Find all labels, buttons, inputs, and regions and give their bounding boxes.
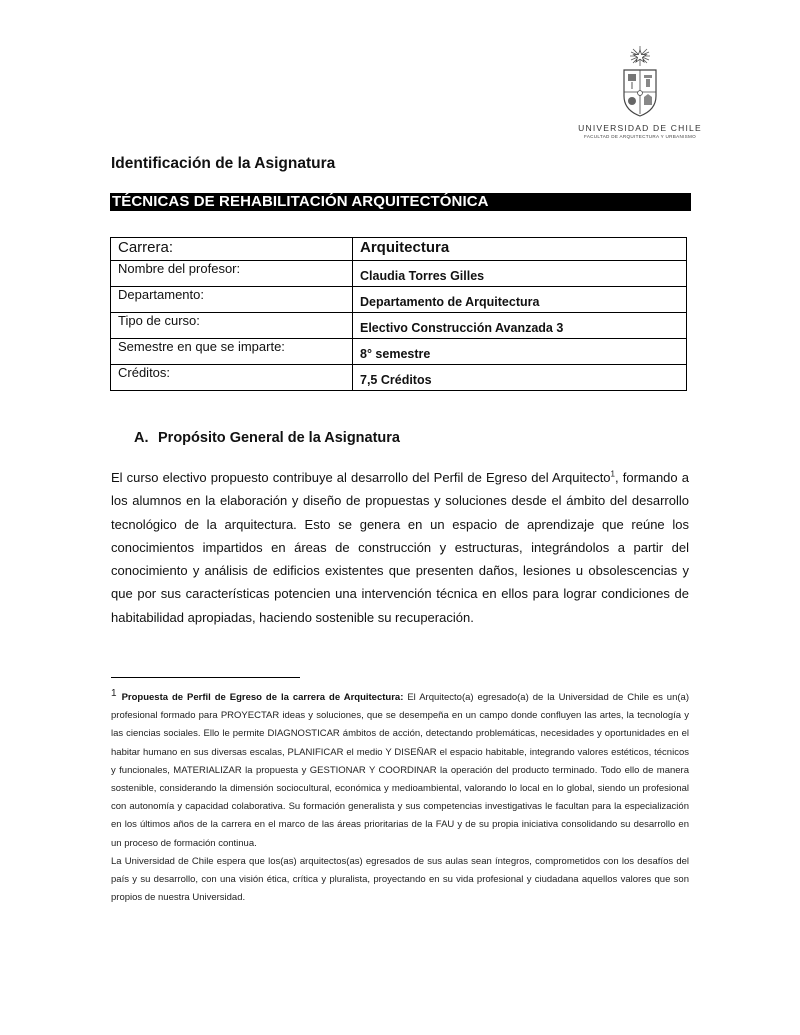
table-row [111, 261, 687, 287]
paragraph-text-continued: , formando a los alumnos en la elaboración y diseño de propuestas y soluciones desde el ámbito del desarrollo tecnológico de la arquitectura. Esto se genera en un espacio de aprendizaje que reúne los conocimientos impartidos en áreas de construcción y estructuras, integrándolos a partir del conocimiento y análisis de edificios existentes que presenten daños, lesiones u obsolescencias y que por sus características potencien una intervención técnica en ellos para lograr condiciones de habitabilidad apropiadas, haciendo sostenible su recuperación. [111, 470, 689, 625]
footnote-paragraph-2: La Universidad de Chile espera que los(as) arquitectos(as) egresados de sus aulas sean íntegros, comprometidos con los desafíos del país y su desarrollo, con una visión ética, crítica y pluralista, proyectando en su vida profesional y ciudadana aquellos valores que son propios de nuestra Universidad. [111, 855, 689, 904]
row-label: Departamento: [111, 287, 353, 313]
row-value: Claudia Torres Gilles [353, 261, 687, 287]
section-a-title: Propósito General de la Asignatura [158, 430, 400, 446]
table-row [111, 313, 687, 339]
footnote-lead: Propuesta de Perfil de Egreso de la carrera de Arquitectura: [121, 692, 404, 703]
university-logo [577, 44, 703, 139]
paragraph-text: El curso electivo propuesto contribuye al desarrollo del Perfil de Egreso del Arquitecto [111, 470, 611, 485]
table-row [111, 339, 687, 365]
row-value: 7,5 Créditos [353, 365, 687, 391]
row-label: Carrera: [111, 238, 353, 261]
row-label: Tipo de curso: [111, 313, 353, 339]
university-name: UNIVERSIDAD DE CHILE [578, 123, 702, 133]
row-value: 8° semestre [353, 339, 687, 365]
row-value: Electivo Construcción Avanzada 3 [353, 313, 687, 339]
table-row [111, 365, 687, 391]
section-title: Identificación de la Asignatura [111, 155, 336, 172]
university-crest-icon [620, 44, 660, 120]
course-info-table [110, 237, 687, 391]
row-label: Nombre del profesor: [111, 261, 353, 287]
section-a-number: A. [134, 430, 149, 446]
section-a-heading [134, 430, 400, 446]
footnote-paragraph [111, 685, 689, 853]
faculty-name: FACULTAD DE ARQUITECTURA Y URBANISMO [583, 134, 697, 139]
footnote [111, 685, 689, 907]
purpose-paragraph [111, 466, 689, 629]
row-value: Departamento de Arquitectura [353, 287, 687, 313]
footnote-text: El Arquitecto(a) egresado(a) de la Universidad de Chile es un(a) profesional formado para PROYECTAR ideas y soluciones, que se desempeña en un campo donde confluyen las artes, la tecnología y las ciencias sociales. Ello le permite DIAGNOSTICAR ámbitos de acción, detectando problemáticas, necesidades y oportunidades en el habitar humano en sus diversas escalas, PLANIFICAR el medio Y DISEÑAR el espacio habitable, integrando valores estéticos, técnicos y funcionales, MATERIALIZAR la propuesta y GESTIONAR Y COORDINAR la operación del producto terminado. Todo ello de manera sostenible, considerando la dimensión sociocultural, económica y medioambiental, valorando lo local en lo global, siendo un profesional con autonomía y capacidad colaborativa. Su formación generalista y sus competencias investigativas le facultan para la especialización en los últimos años de la carrera en el marco de las áreas prioritarias de la FAU y de su propia iniciativa consolidando su desarrollo en un proceso de formación continua. [111, 692, 689, 849]
row-label: Créditos: [111, 365, 353, 391]
row-value: Arquitectura [353, 238, 687, 261]
table-row [111, 287, 687, 313]
table-row [111, 238, 687, 261]
row-label: Semestre en que se imparte: [111, 339, 353, 365]
course-title: TÉCNICAS DE REHABILITACIÓN ARQUITECTÓNICA [110, 193, 691, 211]
footnote-mark: 1 [111, 688, 117, 699]
footnote-divider [111, 677, 300, 678]
footnote-reference: 1 [610, 469, 615, 479]
